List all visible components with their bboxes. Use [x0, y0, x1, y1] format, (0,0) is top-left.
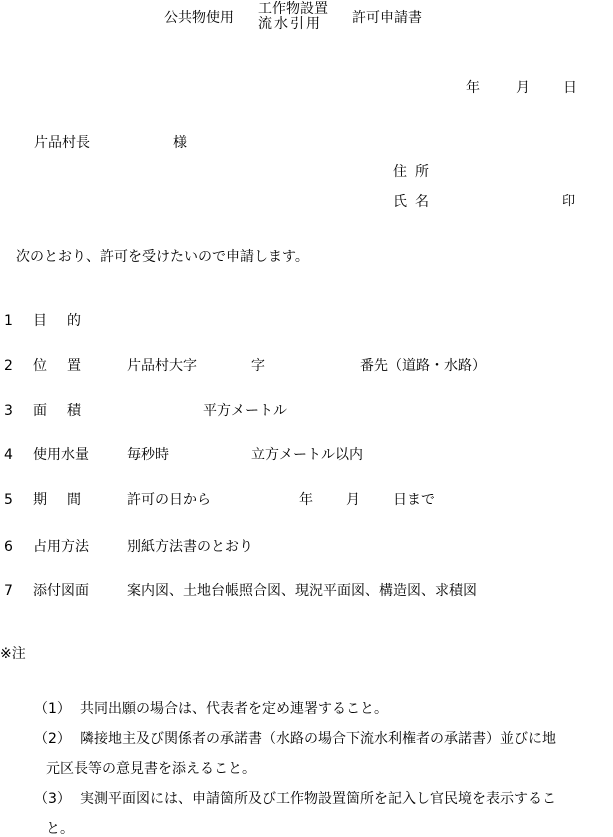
item-location-aza: 字 — [251, 358, 265, 374]
title-option-structure: 工作物設置 — [258, 1, 328, 17]
item-water-number: 4 — [4, 447, 13, 463]
applicant-address-label: 住所 — [393, 164, 437, 180]
item-drawings-label: 添付図面 — [33, 583, 89, 599]
item-period-month: 月 — [346, 492, 360, 508]
item-period-until: 日まで — [393, 492, 435, 508]
item-location-village: 片品村大字 — [127, 358, 197, 374]
item-method-value: 別紙方法書のとおり — [127, 539, 253, 555]
note-1-text: 共同出願の場合は、代表者を定め連署すること。 — [80, 701, 388, 717]
item-location-label: 位置 — [33, 358, 101, 374]
item-period-number: 5 — [4, 492, 13, 508]
item-water-label: 使用水量 — [33, 447, 89, 463]
item-water-unit: 立方メートル以内 — [251, 447, 363, 463]
item-water-rate: 毎秒時 — [127, 447, 169, 463]
item-location-number: 2 — [4, 358, 13, 374]
date-month-label: 月 — [516, 80, 530, 96]
note-3-number: （3） — [34, 791, 71, 807]
addressee-name: 片品村長 — [34, 135, 90, 151]
item-purpose-label: 目的 — [33, 313, 101, 329]
title-stacked-options — [258, 2, 328, 32]
title-suffix: 許可申請書 — [352, 10, 422, 26]
item-area-unit: 平方メートル — [203, 403, 287, 419]
note-2-number: （2） — [34, 731, 71, 747]
addressee-honorific: 様 — [173, 135, 187, 151]
seal-mark: 印 — [562, 194, 576, 209]
item-area-label: 面積 — [33, 403, 101, 419]
item-period-from: 許可の日から — [127, 492, 211, 508]
date-day-label: 日 — [563, 80, 577, 96]
item-method-number: 6 — [4, 539, 13, 555]
item-period-year: 年 — [299, 492, 313, 508]
item-drawings-number: 7 — [4, 583, 13, 599]
notes-heading: ※注 — [0, 646, 26, 662]
note-1-number: （1） — [34, 701, 71, 717]
intro-text: 次のとおり、許可を受けたいので申請します。 — [16, 249, 309, 265]
item-drawings-value: 案内図、土地台帳照合図、現況平面図、構造図、求積図 — [127, 583, 477, 599]
date-year-label: 年 — [466, 80, 480, 96]
note-2-text: 隣接地主及び関係者の承諾書（水路の場合下流水利権者の承諾書）並びに地 — [80, 731, 556, 747]
note-2-continuation: 元区長等の意見書を添えること。 — [46, 761, 256, 777]
applicant-name-label: 氏名 — [393, 194, 437, 210]
title-prefix: 公共物使用 — [164, 10, 234, 26]
item-location-lot: 番先（道路・水路） — [360, 358, 486, 374]
note-3-text: 実測平面図には、申請箇所及び工作物設置箇所を記入し官民境を表示するこ — [80, 791, 556, 807]
item-area-number: 3 — [4, 403, 13, 419]
item-method-label: 占用方法 — [33, 539, 89, 555]
item-period-label: 期間 — [33, 492, 101, 508]
note-3-continuation: と。 — [46, 821, 74, 837]
title-option-water: 流水引用 — [258, 16, 322, 32]
item-purpose-number: 1 — [4, 313, 13, 329]
